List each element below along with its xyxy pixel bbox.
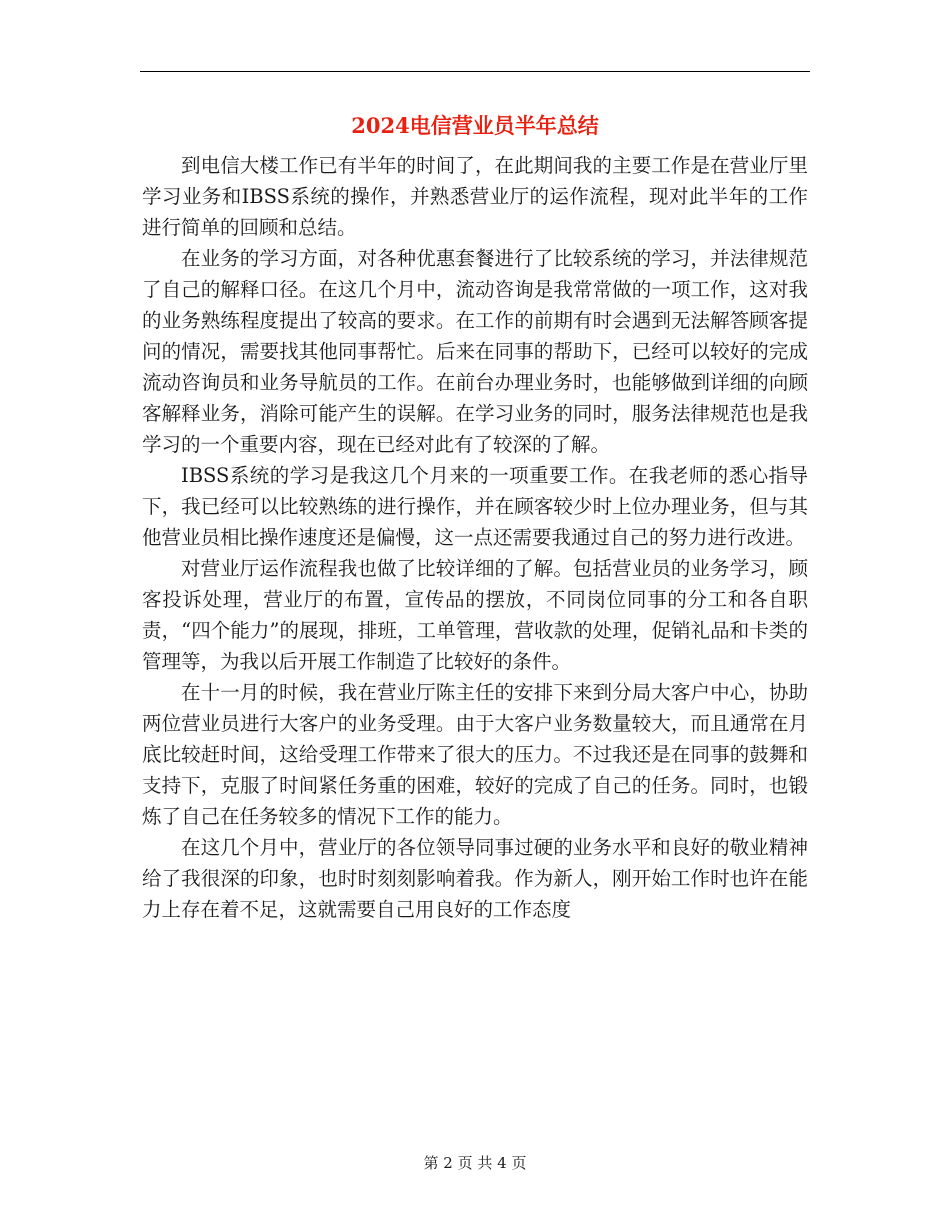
- paragraph: 在这几个月中，营业厅的各位领导同事过硬的业务水平和良好的敬业精神给了我很深的印象，也时时刻刻影响着我。作为新人，刚开始工作时也许在能力上存在着不足，这就需要自己用良好的工作态度: [142, 836, 808, 921]
- paragraph: 在十一月的时候，我在营业厅陈主任的安排下来到分局大客户中心，协助两位营业员进行大客户的业务受理。由于大客户业务数量较大，而且通常在月底比较赶时间，这给受理工作带来了很大的压力。不过我还是在同事的鼓舞和支持下，克服了时间紧任务重的困难，较好的完成了自己的任务。同时，也锻炼了自己在任务较多的情况下工作的能力。: [142, 681, 808, 828]
- paragraph: 对营业厅运作流程我也做了比较详细的了解。包括营业员的业务学习，顾客投诉处理，营业厅的布置，宣传品的摆放，不同岗位同事的分工和各自职责，“四个能力”的展现，排班，工单管理，营收款的处理，促销礼品和卡类的管理等，为我以后开展工作制造了比较好的条件。: [142, 557, 808, 673]
- document-body: [142, 150, 808, 925]
- paragraph: 到电信大楼工作已有半年的时间了，在此期间我的主要工作是在营业厅里学习业务和IBSS系统的操作，并熟悉营业厅的运作流程，现对此半年的工作进行简单的回顾和总结。: [142, 154, 808, 239]
- page-number-footer: 第 2 页 共 4 页: [423, 1154, 527, 1172]
- paragraph: IBSS系统的学习是我这几个月来的一项重要工作。在我老师的悉心指导下，我已经可以比较熟练的进行操作，并在顾客较少时上位办理业务，但与其他营业员相比操作速度还是偏慢，这一点还需要我通过自己的努力进行改进。: [142, 464, 808, 549]
- document-title: 2024电信营业员半年总结: [351, 113, 599, 138]
- paragraph: 在业务的学习方面，对各种优惠套餐进行了比较系统的学习，并法律规范了自己的解释口径。在这几个月中，流动咨询是我常常做的一项工作，这对我的业务熟练程度提出了较高的要求。在工作的前期有时会遇到无法解答顾客提问的情况，需要找其他同事帮忙。后来在同事的帮助下，已经可以较好的完成流动咨询员和业务导航员的工作。在前台办理业务时，也能够做到详细的向顾客解释业务，消除可能产生的误解。在学习业务的同时，服务法律规范也是我学习的一个重要内容，现在已经对此有了较深的了解。: [142, 247, 808, 456]
- header-rule: [140, 71, 810, 72]
